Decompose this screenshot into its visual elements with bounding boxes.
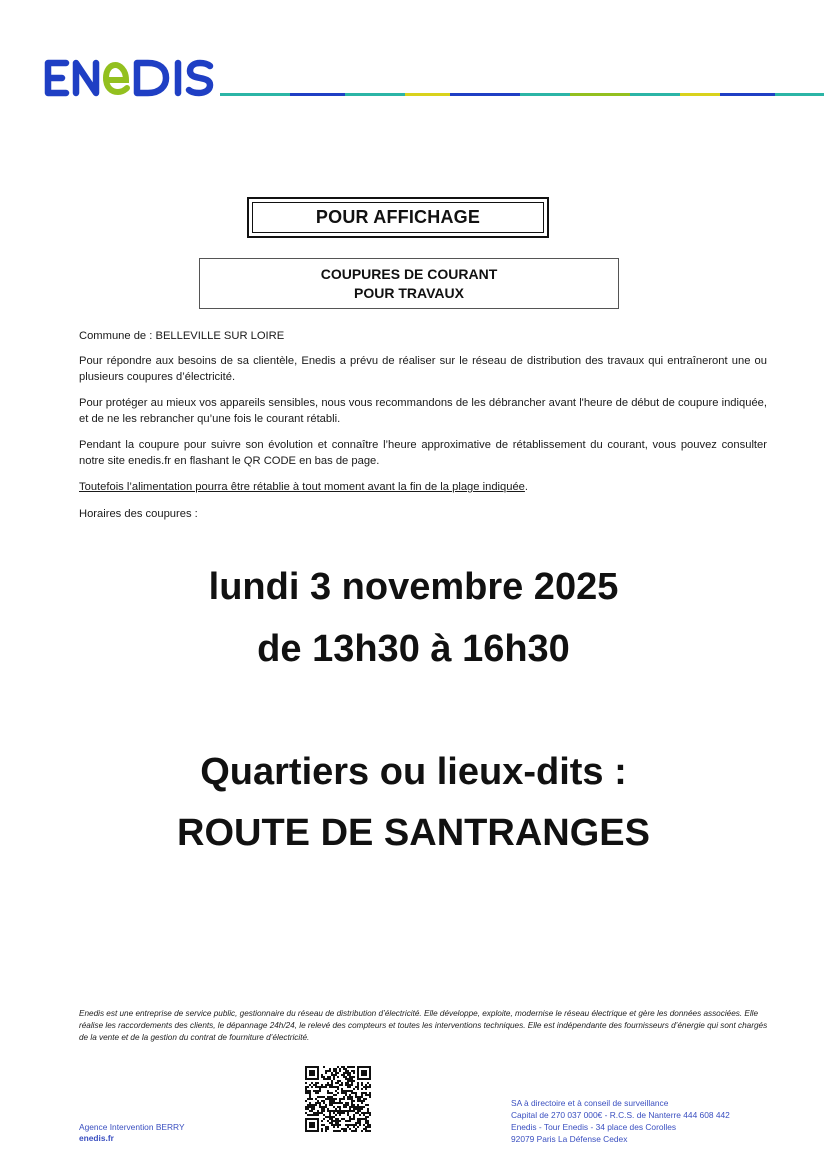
agence-block — [79, 1122, 185, 1144]
header-color-line — [220, 93, 824, 96]
coupures-title-box — [199, 258, 619, 309]
paragraph-retablissement — [79, 479, 767, 495]
quartiers-label: Quartiers ou lieux-dits : — [200, 751, 627, 793]
site-link[interactable]: enedis.fr — [79, 1133, 114, 1143]
retablissement-period: . — [524, 481, 529, 493]
corp-line-1: SA à directoire et à conseil de surveillance — [511, 1098, 669, 1108]
coupure-date: lundi 3 novembre 2025 — [208, 566, 619, 608]
coupures-title-line2: POUR TRAVAUX — [354, 284, 464, 301]
paragraph-suivi: Pendant la coupure pour suivre son évolution et connaître l’heure approximative de rétablissement du courant, vous pouvez consulter notre site enedis.fr en flashant le QR CODE en bas de page. — [79, 439, 767, 467]
location-name: ROUTE DE SANTRANGES — [177, 812, 650, 854]
pour-affichage-box — [247, 197, 549, 238]
pour-affichage-label: POUR AFFICHAGE — [252, 202, 544, 233]
commune-line: Commune de : BELLEVILLE SUR LOIRE — [79, 330, 285, 342]
paragraph-besoins: Pour répondre aux besoins de sa clientèle, Enedis a prévu de réaliser sur le réseau de distribution des travaux qui entraîneront une ou plusieurs coupures d’électricité. — [79, 355, 767, 383]
corp-line-4: 92079 Paris La Défense Cedex — [511, 1134, 628, 1144]
qr-code-icon[interactable] — [305, 1066, 371, 1132]
retablissement-underlined: Toutefois l’alimentation pourra être rétablie à tout moment avant la fin de la plage indiquée — [79, 481, 525, 493]
coupures-title-line1: COUPURES DE COURANT — [320, 265, 498, 282]
paragraph-protection: Pour protéger au mieux vos appareils sensibles, nous vous recommandons de les débrancher avant l'heure de début de coupure indiquée, et de ne les rebrancher qu’une fois le courant rétabli. — [79, 397, 767, 425]
corp-line-3: Enedis - Tour Enedis - 34 place des Corolles — [511, 1122, 677, 1132]
coupure-time: de 13h30 à 16h30 — [257, 628, 570, 670]
corp-line-2: Capital de 270 037 000€ - R.C.S. de Nanterre 444 608 442 — [511, 1110, 730, 1120]
corporate-info — [511, 1097, 730, 1145]
horaires-label: Horaires des coupures : — [79, 508, 198, 520]
enedis-logo — [40, 56, 218, 100]
agence-name: Agence Intervention BERRY — [79, 1122, 185, 1132]
legal-notice: Enedis est une entreprise de service public, gestionnaire du réseau de distribution d’électricité. Elle développe, exploite, modernise le réseau électrique et gère les données associées. Elle réalise les raccordements des clients, le dépannage 24h/24, le relevé des compteurs et toutes les interventions techniques. Elle est indépendante des fournisseurs d’énergie qui sont chargés de la vente et de la gestion du contrat de fourniture d’électricité. — [79, 1009, 768, 1042]
